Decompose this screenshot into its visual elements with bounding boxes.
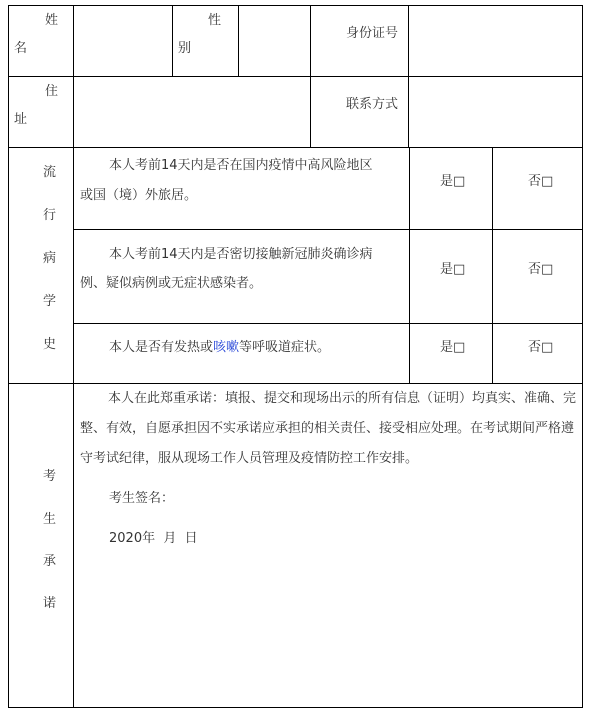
question-2-line-2: 例、疑似病例或无症状感染者。	[80, 276, 263, 291]
history-row-divider-2	[73, 323, 583, 324]
pledge-label-char: 生	[43, 512, 57, 527]
question-2-no-checkbox[interactable]: 否□	[528, 262, 554, 277]
pledge-label-char: 承	[43, 554, 57, 569]
id-number-input[interactable]	[410, 7, 581, 75]
history-label-char: 行	[43, 208, 57, 223]
table-border-left	[8, 5, 9, 708]
question-3-text	[109, 339, 330, 357]
history-label-char: 史	[43, 337, 57, 352]
question-2-yes-checkbox[interactable]: 是□	[440, 262, 466, 277]
question-3-highlight-link[interactable]: 咳嗽	[213, 340, 240, 355]
table-border-right	[582, 5, 583, 708]
question-1-line-2: 或国（境）外旅居。	[80, 188, 198, 203]
gender-input[interactable]	[240, 7, 309, 75]
question-3-text-after: 等呼吸道症状。	[239, 340, 331, 355]
table-border-bottom	[8, 707, 583, 708]
row-divider-2	[8, 147, 583, 148]
id-value-left-divider	[408, 5, 409, 148]
id-number-label: 身份证号	[346, 26, 399, 41]
history-label-char: 病	[43, 251, 57, 266]
id-label-left-divider	[310, 5, 311, 148]
question-3-text-before: 本人是否有发热或	[109, 340, 214, 355]
name-label-char-1: 姓	[45, 13, 59, 28]
contact-input[interactable]	[410, 78, 581, 146]
gender-value-left-divider	[238, 5, 239, 77]
question-3-no-checkbox[interactable]: 否□	[528, 340, 554, 355]
gender-label-char-2: 别	[178, 41, 192, 56]
pledge-date: 2020年 月 日	[109, 531, 198, 546]
row-divider-1	[8, 76, 583, 77]
contact-label: 联系方式	[346, 97, 399, 112]
name-input[interactable]	[75, 7, 171, 75]
history-row-divider-1	[73, 229, 583, 230]
name-label-char-2: 名	[14, 41, 28, 56]
question-1-no-checkbox[interactable]: 否□	[528, 174, 554, 189]
question-3-yes-checkbox[interactable]: 是□	[440, 340, 466, 355]
no-column-divider	[492, 147, 493, 384]
table-border-top	[8, 5, 583, 6]
yes-column-divider	[409, 147, 410, 384]
signature-label: 考生签名：	[109, 491, 175, 506]
question-1-yes-checkbox[interactable]: 是□	[440, 174, 466, 189]
pledge-label-char: 诺	[43, 596, 57, 611]
pledge-statement: 本人在此郑重承诺：填报、提交和现场出示的所有信息（证明）均真实、准确、完整、有效，自愿承担因不实承诺应承担的相关责任、接受相应处理。在考试期间严格遵守考试纪律，服从现场工作人员管理及疫情防控工作安排。	[80, 391, 577, 466]
address-input[interactable]	[75, 78, 309, 146]
question-1-line-1: 本人考前14天内是否在国内疫情中高风险地区	[109, 158, 373, 173]
history-label-char: 学	[43, 294, 57, 309]
question-2-line-1: 本人考前14天内是否密切接触新冠肺炎确诊病	[109, 247, 373, 262]
gender-label-char-1: 性	[208, 13, 222, 28]
gender-label-left-divider	[172, 5, 173, 77]
label-column-divider	[73, 5, 74, 708]
pledge-label-char: 考	[43, 469, 57, 484]
address-label-char-1: 住	[45, 84, 59, 99]
address-label-char-2: 址	[14, 112, 28, 127]
history-label-char: 流	[43, 165, 57, 180]
